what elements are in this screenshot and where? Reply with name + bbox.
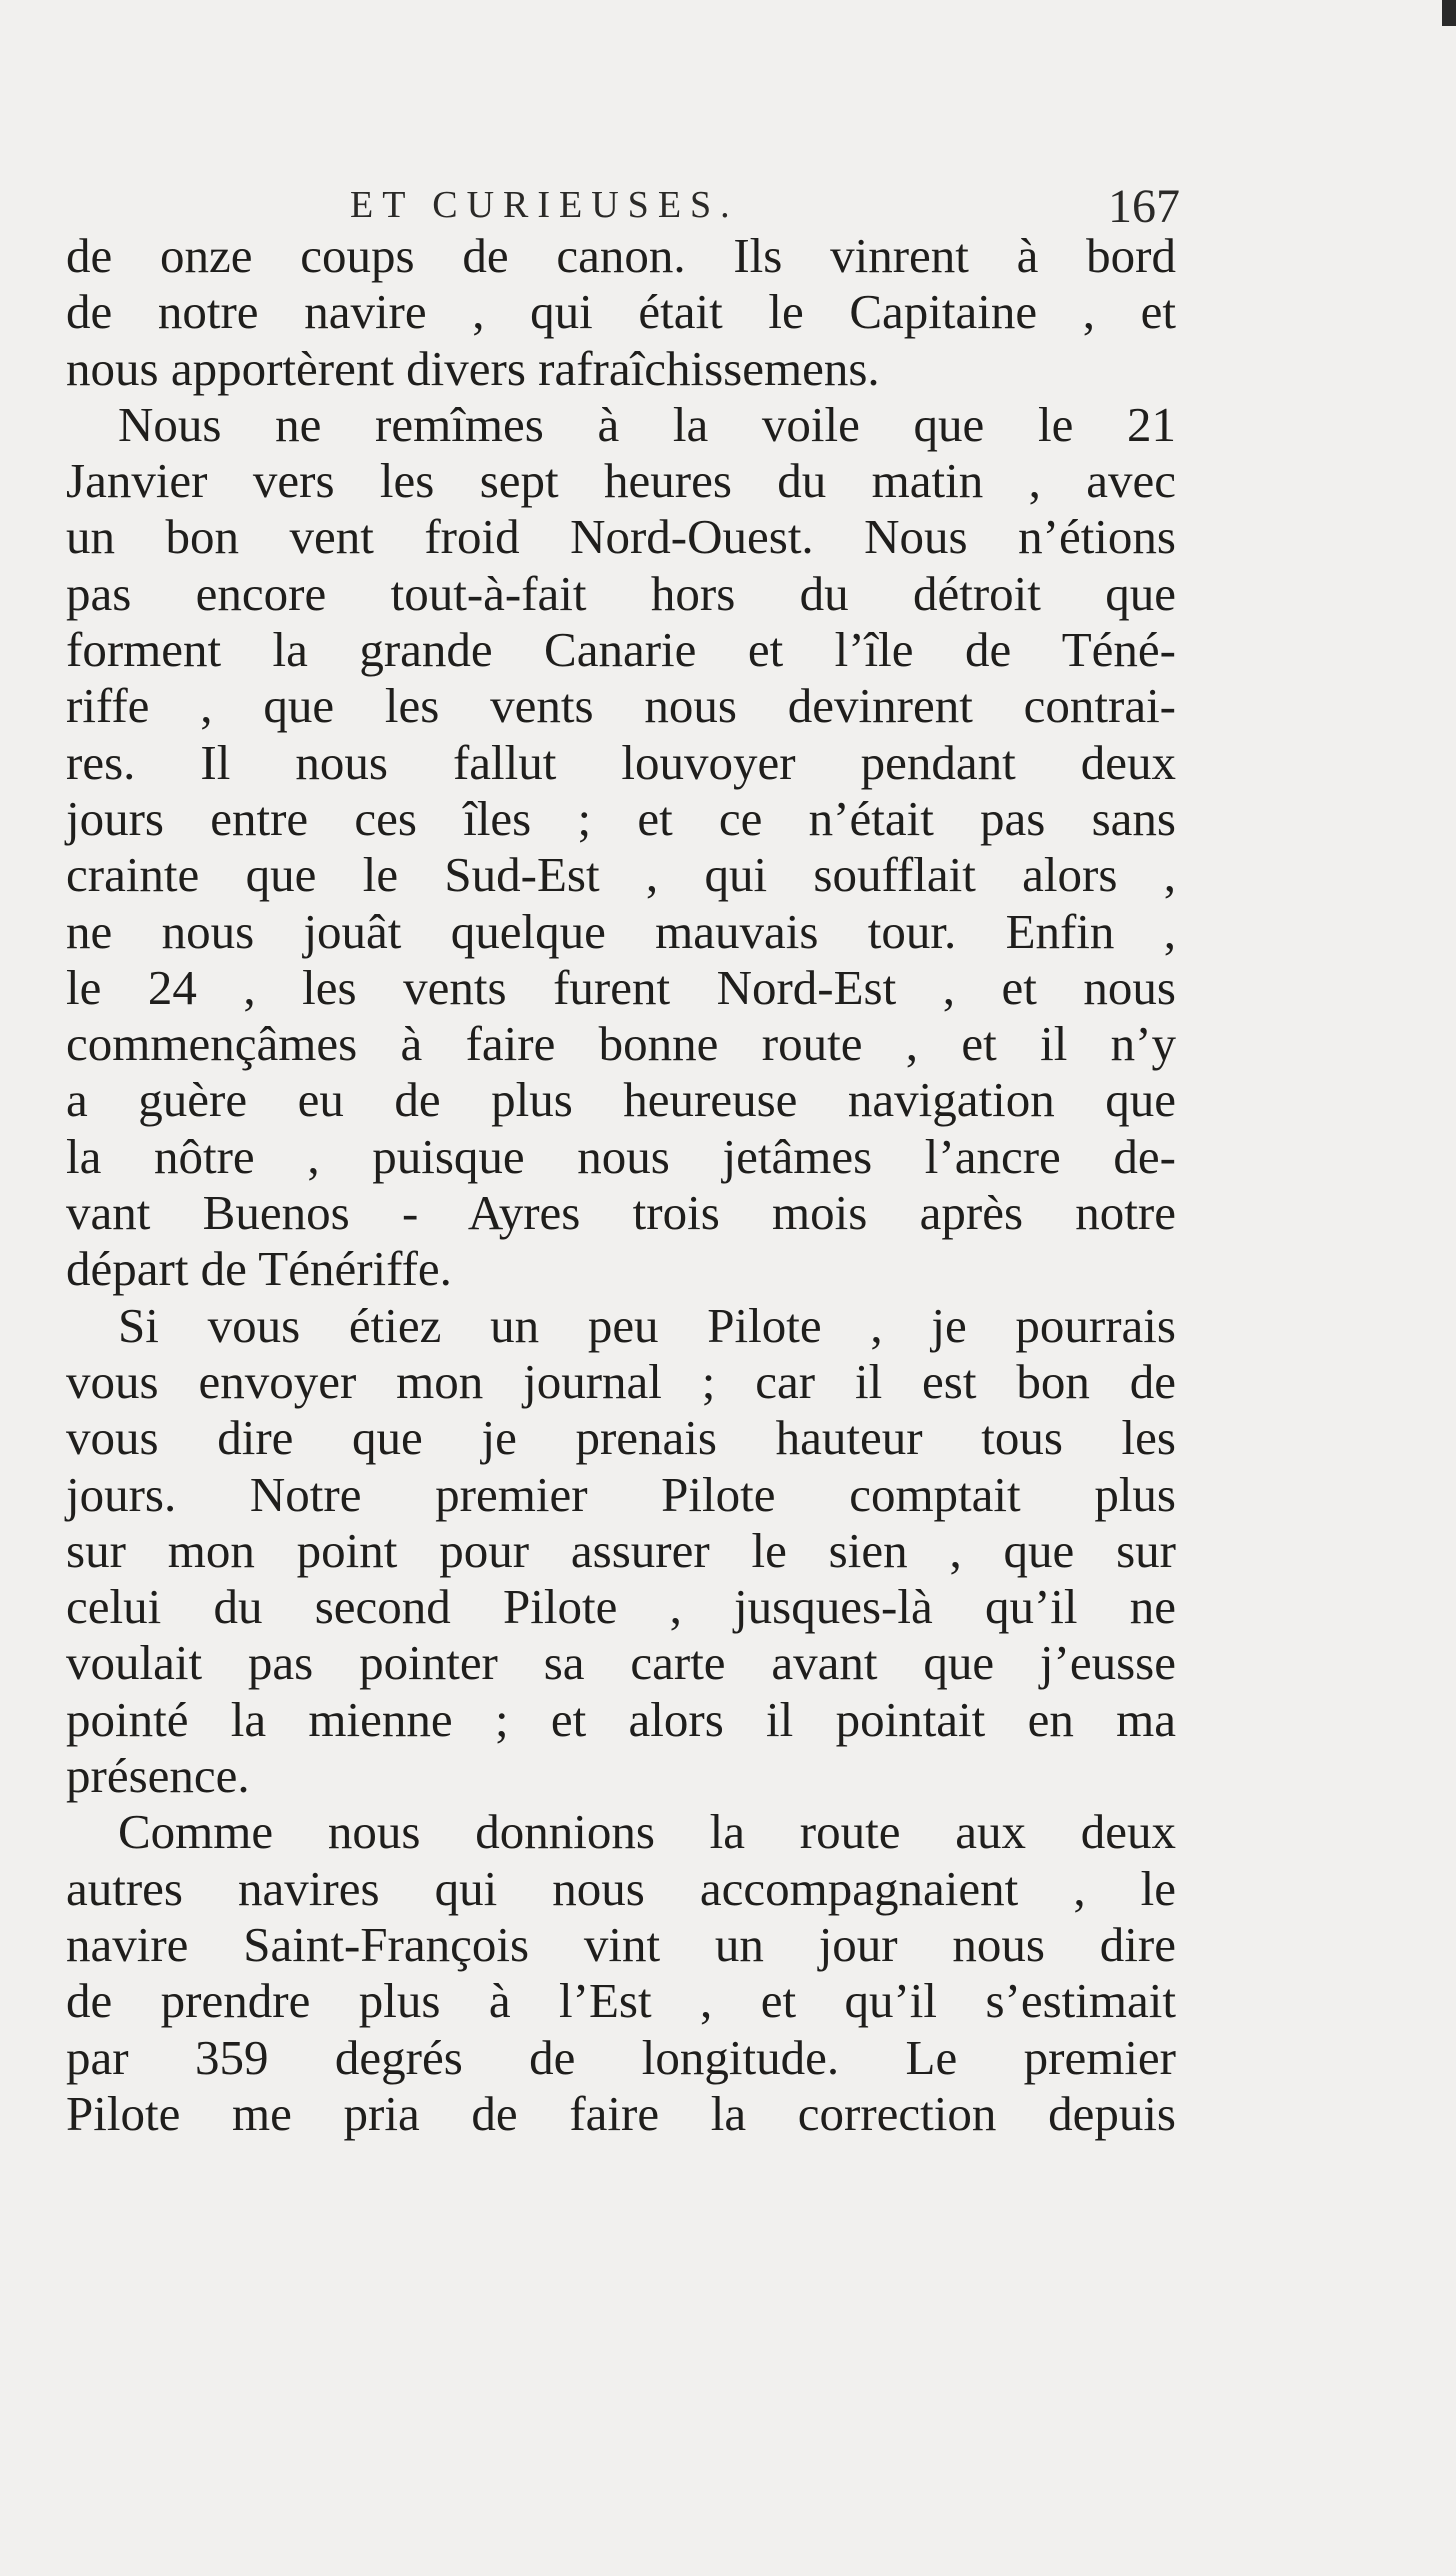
page-number: 167 <box>1108 180 1180 233</box>
text-line: par 359 degrés de longitude. Le premier <box>66 2029 1176 2085</box>
text-line: vous dire que je prenais hauteur tous les <box>66 1410 1176 1466</box>
text-line: ne nous jouât quelque mauvais tour. Enfin , <box>66 903 1176 959</box>
text-line: nous apportèrent divers rafraîchissemens. <box>66 340 880 396</box>
text-line: le 24 , les vents furent Nord-Est , et nous <box>66 959 1176 1015</box>
body-text <box>66 228 1176 2142</box>
text-line: vant Buenos - Ayres trois mois après notre <box>66 1185 1176 1241</box>
text-line: vous envoyer mon journal ; car il est bon de <box>66 1353 1176 1409</box>
text-line: res. Il nous fallut louvoyer pendant deux <box>66 734 1176 790</box>
text-line: Si vous étiez un peu Pilote , je pourrais <box>118 1297 1176 1353</box>
text-line: navire Saint-François vint un jour nous dire <box>66 1916 1176 1972</box>
text-line: un bon vent froid Nord-Ouest. Nous n’étions <box>66 509 1176 565</box>
running-head: ET CURIEUSES. <box>350 184 739 226</box>
text-line: présence. <box>66 1748 250 1804</box>
text-line: jours. Notre premier Pilote comptait plus <box>66 1466 1176 1522</box>
text-line: Janvier vers les sept heures du matin , avec <box>66 453 1176 509</box>
text-line: autres navires qui nous accompagnaient , le <box>66 1860 1176 1916</box>
text-line: riffe , que les vents nous devinrent contrai- <box>66 678 1176 734</box>
text-line: sur mon point pour assurer le sien , que sur <box>66 1522 1176 1578</box>
text-line: départ de Ténériffe. <box>66 1241 452 1297</box>
text-line: a guère eu de plus heureuse navigation que <box>66 1072 1176 1128</box>
text-line: forment la grande Canarie et l’île de Téné- <box>66 622 1176 678</box>
text-line: celui du second Pilote , jusques-là qu’il ne <box>66 1579 1176 1635</box>
text-line: jours entre ces îles ; et ce n’était pas sans <box>66 790 1176 846</box>
text-line: de onze coups de canon. Ils vinrent à bord <box>66 228 1176 283</box>
text-line: crainte que le Sud-Est , qui soufflait alors , <box>66 847 1176 903</box>
text-line: pointé la mienne ; et alors il pointait en ma <box>66 1691 1176 1747</box>
text-line: Nous ne remîmes à la voile que le 21 <box>118 396 1176 452</box>
text-line: de notre navire , qui était le Capitaine , et <box>66 284 1176 340</box>
text-line: de prendre plus à l’Est , et qu’il s’estimait <box>66 1973 1176 2029</box>
text-line: la nôtre , puisque nous jetâmes l’ancre de- <box>66 1128 1176 1184</box>
text-line: Comme nous donnions la route aux deux <box>118 1804 1176 1860</box>
text-line: commençâmes à faire bonne route , et il n’y <box>66 1016 1176 1072</box>
text-line: pas encore tout-à-fait hors du détroit que <box>66 565 1176 621</box>
text-line: Pilote me pria de faire la correction depuis <box>66 2085 1176 2141</box>
text-line: voulait pas pointer sa carte avant que j’eusse <box>66 1635 1176 1691</box>
scan-edge-mark <box>1442 0 1456 26</box>
